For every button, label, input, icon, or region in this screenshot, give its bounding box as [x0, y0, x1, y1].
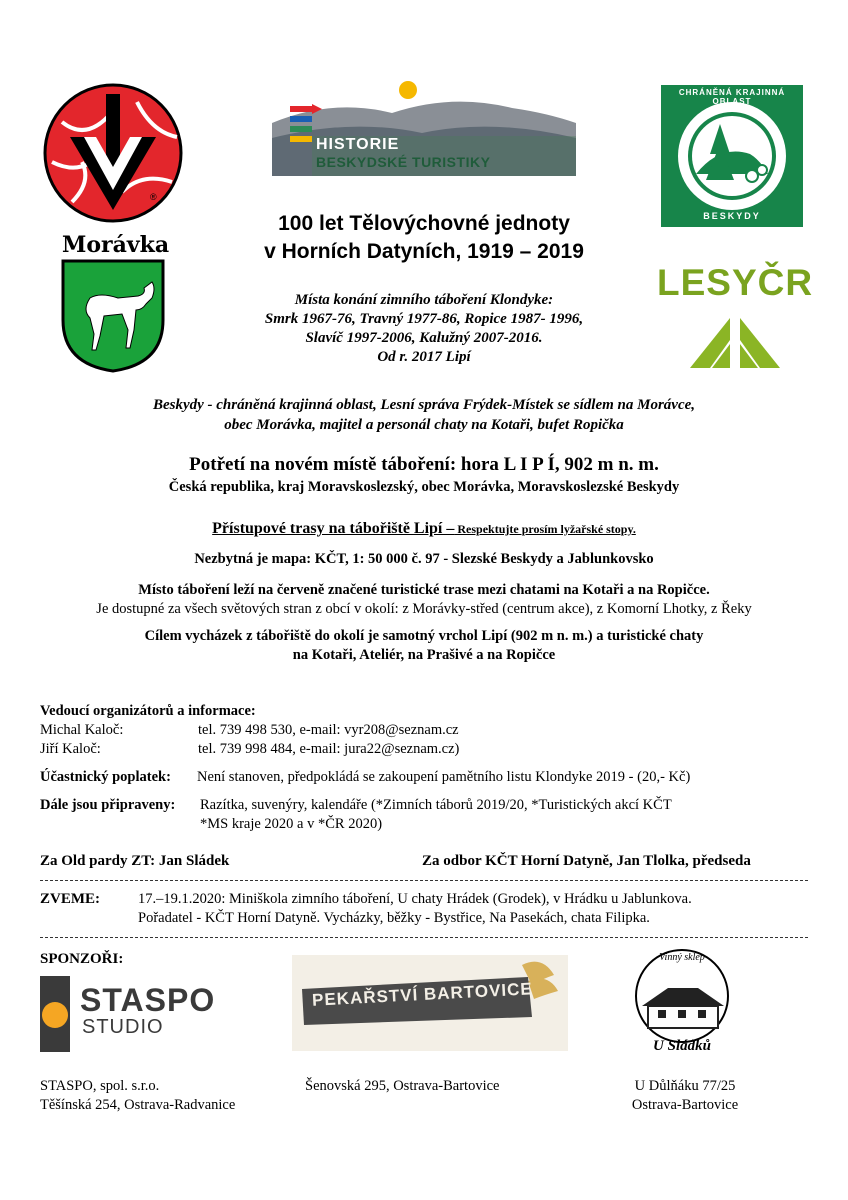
- registered-mark: ®: [150, 192, 157, 202]
- thanks-block: [40, 395, 808, 435]
- routes-note: Respektujte prosím lyžařské stopy.: [454, 522, 636, 536]
- title-line-2: v Horních Datyních, 1919 – 2019: [264, 240, 584, 263]
- lesycr-logo-text: LESYČR: [657, 262, 814, 303]
- sponsor-2-line-1: Šenovská 295, Ostrava-Bartovice: [305, 1078, 500, 1094]
- sponsor-3-address: [600, 1077, 770, 1115]
- prepared-line-1: Razítka, suvenýry, kalendáře (*Zimních táborů 2019/20, *Turistických akcí KČT: [200, 797, 672, 813]
- staspo-logo: [40, 976, 216, 1052]
- invite-line-2: Pořadatel - KČT Horní Datyně. Vycházky, běžky - Bystřice, Na Pasekách, chata Filipka.: [138, 910, 650, 926]
- venues-line-1: Místa konání zimního táboření Klondyke:: [294, 292, 554, 308]
- routes-line-4: na Kotaři, Ateliér, na Prašivé a na Ropičce: [292, 647, 556, 663]
- third-headline: Potřetí na novém místě táboření: hora L I P Í, 902 m n. m.: [189, 454, 659, 475]
- fee-label: Účastnický poplatek:: [40, 769, 171, 785]
- sponsor-1-line-2: Těšínská 254, Ostrava-Radvanice: [40, 1097, 236, 1113]
- contact-1-info: tel. 739 498 530, e-mail: vyr208@seznam.cz: [198, 722, 459, 738]
- divider-2: [40, 937, 808, 938]
- staspo-dot: [42, 1002, 68, 1028]
- title-line-1: 100 let Tělovýchovné jednoty: [278, 212, 570, 235]
- page-title: [200, 210, 648, 266]
- routes-line-2: Je dostupné za všech světových stran z obcí v okolí: z Morávky-střed (centrum akce), z Komorní Lhotky, z Řeky: [96, 601, 752, 617]
- venues-block: [180, 291, 668, 367]
- sponsors-heading: SPONZOŘI:: [40, 951, 124, 967]
- sponsor-1-address: [40, 1077, 235, 1115]
- historie-text-2: BESKYDSKÉ TURISTIKY: [316, 154, 491, 170]
- sponsor-2-address: [305, 1077, 500, 1096]
- thanks-line-1: Beskydy - chráněná krajinná oblast, Lesní správa Frýdek-Místek se sídlem na Morávce,: [152, 397, 696, 413]
- historie-logo: [272, 78, 576, 176]
- staspo-logo-text-2: STUDIO: [82, 1016, 164, 1038]
- pekarstvi-logo-text: PEKAŘSTVÍ BARTOVICE: [311, 979, 534, 1010]
- historie-text-1: HISTORIE: [316, 136, 400, 153]
- routes-line-3: Cílem vycházek z tábořiště do okolí je samotný vrchol Lipí (902 m n. m.) a turistické chaty: [144, 628, 704, 644]
- sponsor-1-line-1: STASPO, spol. s.r.o.: [40, 1078, 160, 1094]
- chko-top-text: CHRÁNĚNÁ KRAJINNÁ OBLAST: [678, 88, 786, 106]
- sponsor-3-line-2: Ostrava-Bartovice: [631, 1097, 739, 1113]
- invite-label: ZVEME:: [40, 891, 100, 907]
- signature-left: Za Old pardy ZT: Jan Sládek: [40, 853, 230, 869]
- sklep-bottom-text: U Sládků: [653, 1038, 711, 1054]
- third-subline: Česká republika, kraj Moravskoslezský, obec Morávka, Moravskoslezské Beskydy: [168, 479, 680, 495]
- chko-beskydy-logo: [660, 84, 804, 228]
- staspo-logo-text-1: STASPO: [80, 982, 216, 1018]
- divider-1: [40, 880, 808, 881]
- routes-destinations: [40, 627, 808, 665]
- ivv-logo: [42, 82, 184, 224]
- prepared-line-2: *MS kraje 2020 a v *ČR 2020): [200, 816, 383, 832]
- pekarstvi-logo: [292, 955, 568, 1051]
- moravka-shield-logo: [60, 258, 166, 374]
- invite-line-1: 17.–19.1.2020: Miniškola zimního táboření, U chaty Hrádek (Grodek), v Hrádku u Jablunkova.: [138, 891, 692, 907]
- contacts-heading: Vedoucí organizátorů a informace:: [40, 703, 256, 719]
- lesycr-logo-mark: [690, 310, 780, 370]
- contact-1-name: Michal Kaloč:: [40, 722, 124, 738]
- contact-2-info: tel. 739 998 484, e-mail: jura22@seznam.cz): [198, 741, 460, 757]
- routes-map: Nezbytná je mapa: KČT, 1: 50 000 č. 97 - Slezské Beskydy a Jablunkovsko: [194, 551, 654, 567]
- venues-line-2: Smrk 1967-76, Travný 1977-86, Ropice 1987- 1996,: [264, 311, 584, 327]
- routes-heading-text: Přístupové trasy na tábořiště Lipí –: [212, 520, 455, 537]
- thanks-line-2: obec Morávka, majitel a personál chaty na Kotaři, bufet Ropička: [224, 417, 624, 433]
- signature-right: Za odbor KČT Horní Datyně, Jan Tlolka, předseda: [422, 853, 751, 869]
- moravka-label: Morávka: [62, 232, 170, 258]
- sklep-top-text: Vinný sklep: [659, 952, 705, 963]
- vinny-sklep-logo: [628, 948, 736, 1060]
- contact-2-name: Jiří Kaloč:: [40, 741, 101, 757]
- venues-line-4: Od r. 2017 Lipí: [377, 349, 471, 365]
- fee-text: Není stanoven, předpokládá se zakoupení pamětního listu Klondyke 2019 - (20,- Kč): [197, 769, 691, 785]
- venues-line-3: Slavíč 1997-2006, Kalužný 2007-2016.: [305, 330, 543, 346]
- prepared-label: Dále jsou připraveny:: [40, 797, 176, 813]
- routes-heading: [40, 520, 808, 538]
- chko-bottom-text: BESKYDY: [703, 211, 761, 221]
- routes-line-1: Místo táboření leží na červeně značené turistické trase mezi chatami na Kotaři a na Ropičce.: [138, 582, 710, 598]
- sponsor-3-line-1: U Důlňáku 77/25: [634, 1078, 736, 1094]
